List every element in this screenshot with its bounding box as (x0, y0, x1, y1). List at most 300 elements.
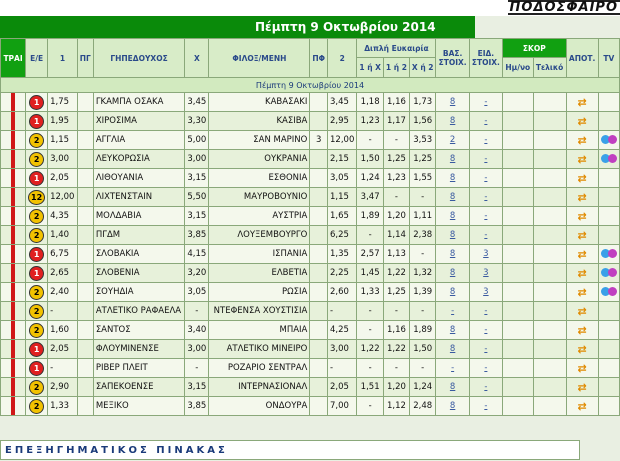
odds-x: - (185, 359, 209, 378)
stop-cell (1, 112, 26, 131)
double-x2: - (409, 245, 436, 264)
eid-link (469, 93, 502, 112)
odds-1: 2,90 (48, 378, 78, 397)
half-score (503, 112, 534, 131)
final-score (533, 321, 566, 340)
double-1x: 2,57 (357, 245, 384, 264)
home-team: ΛΙΘΟΥΑΝΙΑ (93, 169, 184, 188)
odds-x: 5,50 (185, 188, 209, 207)
bas-link[interactable]: 8 (449, 230, 456, 240)
odds-2: - (328, 359, 357, 378)
badge-cell (26, 359, 48, 378)
home-header: ΓΗΠΕΔΟΥΧΟΣ (93, 39, 184, 78)
apot-cell (566, 264, 598, 283)
eid-link[interactable]: - (484, 344, 488, 354)
home-team: ΣΟΥΗΔΙΑ (93, 283, 184, 302)
final-score (533, 264, 566, 283)
odds-1: 2,05 (48, 169, 78, 188)
odds-2: 1,65 (328, 207, 357, 226)
result-swap-icon[interactable]: ⇄ (577, 380, 587, 394)
eid-link[interactable]: - (484, 211, 488, 221)
apot-cell (566, 169, 598, 188)
odds-1: 3,00 (48, 150, 78, 169)
apot-cell (566, 188, 598, 207)
eid-link[interactable]: - (484, 154, 488, 164)
apot-cell (566, 283, 598, 302)
eid-link[interactable]: - (484, 325, 488, 335)
double-1x: - (357, 226, 384, 245)
bas-link (436, 226, 469, 245)
half-score (503, 131, 534, 150)
double-1x: - (357, 359, 384, 378)
apot-cell (566, 302, 598, 321)
home-team: ΑΓΓΛΙΑ (93, 131, 184, 150)
home-team: ΣΑΠΕΚΟΕΝΣΕ (93, 378, 184, 397)
result-swap-icon[interactable]: ⇄ (577, 133, 587, 147)
result-swap-icon[interactable]: ⇄ (577, 399, 587, 413)
pg-cell (77, 112, 93, 131)
away-team: ΜΠΑΙΑ (209, 321, 310, 340)
code-badge: 2 (29, 228, 44, 243)
result-swap-icon[interactable]: ⇄ (577, 247, 587, 261)
code-badge: 1 (29, 171, 44, 186)
home-team: ΦΛΟΥΜΙΝΕΝΣΕ (93, 340, 184, 359)
result-swap-icon[interactable]: ⇄ (577, 304, 587, 318)
stop-header: ΤΡΑΙ (1, 39, 26, 78)
eid-link[interactable]: - (484, 135, 488, 145)
odds-x: 3,30 (185, 112, 209, 131)
badge-cell (26, 245, 48, 264)
result-swap-icon[interactable]: ⇄ (577, 285, 587, 299)
home-team: ΛΙΧΤΕΝΣΤΑΙΝ (93, 188, 184, 207)
result-swap-icon[interactable]: ⇄ (577, 171, 587, 185)
odds-1: 2,40 (48, 283, 78, 302)
bas-link[interactable]: 8 (449, 382, 456, 392)
bas-link (436, 131, 469, 150)
double-x2: 1,24 (409, 378, 436, 397)
brand-logo (460, 0, 620, 16)
away-team: ΜΑΥΡΟΒΟΥΝΙΟ (209, 188, 310, 207)
half-score (503, 397, 534, 416)
apot-cell (566, 131, 598, 150)
double-x2: - (409, 359, 436, 378)
code-badge: 1 (29, 266, 44, 281)
eid-link[interactable]: - (484, 401, 488, 411)
double-12: 1,20 (383, 207, 409, 226)
two-header: 2 (328, 39, 357, 78)
badge-cell (26, 226, 48, 245)
odds-x: 3,15 (185, 378, 209, 397)
half-score (503, 321, 534, 340)
half-score (503, 245, 534, 264)
double-x2: 1,11 (409, 207, 436, 226)
odds-2: 3,00 (328, 340, 357, 359)
odds-x: 3,85 (185, 397, 209, 416)
stop-cell (1, 226, 26, 245)
double-x2: 2,48 (409, 397, 436, 416)
eid-link (469, 245, 502, 264)
double-1x: 1,24 (357, 169, 384, 188)
bas-link[interactable]: 8 (449, 211, 456, 221)
double-1x: 1,18 (357, 93, 384, 112)
bas-link[interactable]: 2 (449, 135, 456, 145)
away-team: ΙΣΠΑΝΙΑ (209, 245, 310, 264)
pg-cell (77, 207, 93, 226)
double-12: 1,22 (383, 264, 409, 283)
odds-1: 1,60 (48, 321, 78, 340)
stop-cell (1, 131, 26, 150)
result-swap-icon[interactable]: ⇄ (577, 114, 587, 128)
final-score (533, 207, 566, 226)
odds-x: 4,15 (185, 245, 209, 264)
result-swap-icon[interactable]: ⇄ (577, 323, 587, 337)
away-team: ΑΤΛΕΤΙΚΟ ΜΙΝΕΙΡΟ (209, 340, 310, 359)
odds-1: 12,00 (48, 188, 78, 207)
double-x2: 1,25 (409, 150, 436, 169)
code-badge: 1 (29, 342, 44, 357)
result-swap-icon[interactable]: ⇄ (577, 152, 587, 166)
apot-cell (566, 150, 598, 169)
double-x2: 3,53 (409, 131, 436, 150)
result-swap-icon[interactable]: ⇄ (577, 95, 587, 109)
final-score (533, 169, 566, 188)
double-12: - (383, 302, 409, 321)
stop-marker (11, 397, 15, 415)
bas-link[interactable]: 8 (449, 173, 456, 183)
pg-cell (77, 245, 93, 264)
double-1x: - (357, 321, 384, 340)
half-score (503, 378, 534, 397)
stop-cell (1, 245, 26, 264)
result-swap-icon[interactable]: ⇄ (577, 228, 587, 242)
odds-2: 1,15 (328, 188, 357, 207)
odds-x: 5,00 (185, 131, 209, 150)
result-swap-icon[interactable]: ⇄ (577, 266, 587, 280)
pf-cell (310, 169, 328, 188)
double-x2: 1,50 (409, 340, 436, 359)
double-12: 1,12 (383, 397, 409, 416)
odds-2: 2,05 (328, 378, 357, 397)
bas-link[interactable]: 8 (449, 344, 456, 354)
odds-x: 3,85 (185, 226, 209, 245)
tv-cell (598, 93, 619, 112)
stop-marker (11, 302, 15, 320)
final-score (533, 340, 566, 359)
odds-x: 3,15 (185, 169, 209, 188)
double-12: 1,23 (383, 169, 409, 188)
eid-link (469, 226, 502, 245)
eid-link[interactable]: - (484, 363, 488, 373)
stop-marker (11, 131, 15, 149)
d1x-header: 1 ή Χ (357, 58, 384, 78)
apot-cell (566, 378, 598, 397)
badge-cell (26, 93, 48, 112)
pg-cell (77, 264, 93, 283)
double-12: 1,16 (383, 93, 409, 112)
double-1x: 1,45 (357, 264, 384, 283)
dx2-header: Χ ή 2 (409, 58, 436, 78)
odds-1: 1,95 (48, 112, 78, 131)
stop-marker (11, 188, 15, 206)
bas-link (436, 340, 469, 359)
bas-link[interactable]: - (451, 306, 455, 316)
half-score (503, 359, 534, 378)
double-12: - (383, 359, 409, 378)
pf-cell (310, 207, 328, 226)
bas-link[interactable]: 8 (449, 97, 456, 107)
eid-link[interactable]: 3 (483, 249, 489, 259)
bas-link (436, 264, 469, 283)
badge-cell (26, 397, 48, 416)
code-badge: 2 (29, 323, 44, 338)
badge-cell (26, 283, 48, 302)
odds-2: 4,25 (328, 321, 357, 340)
eid-link[interactable]: - (484, 97, 488, 107)
tv-channel-icon (608, 154, 617, 163)
eid-link[interactable]: - (484, 116, 488, 126)
stop-marker (11, 321, 15, 339)
stop-marker (11, 340, 15, 358)
table-row (1, 378, 620, 397)
half-score (503, 283, 534, 302)
pg-cell (77, 340, 93, 359)
bas-link[interactable]: 8 (449, 401, 456, 411)
bas-link (436, 378, 469, 397)
eid-link (469, 112, 502, 131)
bas-link (436, 359, 469, 378)
code-badge: 2 (29, 285, 44, 300)
pg-cell (77, 93, 93, 112)
final-score (533, 378, 566, 397)
home-team: ΑΤΛΕΤΙΚΟ ΡΑΦΑΕΛΑ (93, 302, 184, 321)
away-header: ΦΙΛΟΞ/ΜΕΝΗ (209, 39, 310, 78)
pf-header: ΠΦ (310, 39, 328, 78)
code-badge: 12 (28, 190, 45, 205)
double-x2: - (409, 302, 436, 321)
double-12: 1,22 (383, 340, 409, 359)
bas-link[interactable]: 8 (449, 154, 456, 164)
d12-header: 1 ή 2 (383, 58, 409, 78)
double-12: 1,25 (383, 283, 409, 302)
bas-link (436, 150, 469, 169)
tv-channel-icon (608, 135, 617, 144)
double-1x: - (357, 397, 384, 416)
badge-cell (26, 302, 48, 321)
pf-cell (310, 321, 328, 340)
odds-2: 2,60 (328, 283, 357, 302)
stop-cell (1, 302, 26, 321)
eid-link[interactable]: - (484, 192, 488, 202)
badge-cell (26, 188, 48, 207)
x-header: Χ (185, 39, 209, 78)
tv-channel-icon (608, 268, 617, 277)
code-badge: 2 (29, 152, 44, 167)
badge-cell (26, 131, 48, 150)
odds-1: 6,75 (48, 245, 78, 264)
bas-link (436, 245, 469, 264)
final-score (533, 150, 566, 169)
half-score (503, 93, 534, 112)
odds-1: 2,65 (48, 264, 78, 283)
odds-x: 3,00 (185, 340, 209, 359)
pg-cell (77, 169, 93, 188)
away-team: ΡΩΣΙΑ (209, 283, 310, 302)
pg-cell (77, 359, 93, 378)
code-badge: 2 (29, 380, 44, 395)
odds-x: 3,15 (185, 207, 209, 226)
tv-cell (598, 169, 619, 188)
final-score (533, 112, 566, 131)
double-12: - (383, 131, 409, 150)
bas-link (436, 169, 469, 188)
pg-cell (77, 188, 93, 207)
result-swap-icon[interactable]: ⇄ (577, 190, 587, 204)
odds-2: 7,00 (328, 397, 357, 416)
eid-header: ΕΙΔ. ΣΤΟΙΧ. (469, 39, 502, 78)
half-score (503, 340, 534, 359)
apot-cell (566, 359, 598, 378)
pg-cell (77, 131, 93, 150)
table-row (1, 112, 620, 131)
stop-marker (11, 93, 15, 111)
eid-link[interactable]: - (484, 382, 488, 392)
stop-marker (11, 226, 15, 244)
home-team: ΣΛΟΒΑΚΙΑ (93, 245, 184, 264)
away-team: ΕΛΒΕΤΙΑ (209, 264, 310, 283)
bas-link[interactable]: 8 (449, 249, 456, 259)
table-row (1, 93, 620, 112)
final-score (533, 188, 566, 207)
apot-cell (566, 112, 598, 131)
bas-link[interactable]: 8 (449, 325, 456, 335)
odds-1: 1,33 (48, 397, 78, 416)
home-team: ΠΓΔΜ (93, 226, 184, 245)
code-badge: 1 (29, 247, 44, 262)
bas-link (436, 188, 469, 207)
stop-marker (11, 169, 15, 187)
half-score (503, 264, 534, 283)
stop-marker (11, 207, 15, 225)
date-header (0, 16, 475, 38)
final-score (533, 226, 566, 245)
bas-link[interactable]: 8 (449, 116, 456, 126)
odds-2: 6,25 (328, 226, 357, 245)
code-badge: 1 (29, 95, 44, 110)
double-1x: 1,51 (357, 378, 384, 397)
double-x2: 1,39 (409, 283, 436, 302)
odds-1: 1,15 (48, 131, 78, 150)
table-row (1, 359, 620, 378)
bas-link[interactable]: 8 (449, 192, 456, 202)
odds-2: 3,45 (328, 93, 357, 112)
eid-link[interactable]: - (484, 306, 488, 316)
final-score (533, 302, 566, 321)
eid-link (469, 302, 502, 321)
stop-cell (1, 188, 26, 207)
table-row (1, 150, 620, 169)
eid-link[interactable]: - (484, 173, 488, 183)
double-1x: 1,22 (357, 340, 384, 359)
tv-channel-icon (608, 249, 617, 258)
half-score (503, 150, 534, 169)
ee-header: Ε/Ε (26, 39, 48, 78)
tv-cell (598, 131, 619, 150)
stop-cell (1, 340, 26, 359)
pg-cell (77, 150, 93, 169)
double-1x: - (357, 302, 384, 321)
eid-link[interactable]: 3 (483, 287, 489, 297)
eid-link[interactable]: - (484, 230, 488, 240)
away-team: ΙΝΤΕΡΝΑΣΙΟΝΑΛ (209, 378, 310, 397)
tv-cell (598, 302, 619, 321)
odds-1: - (48, 302, 78, 321)
eid-link (469, 378, 502, 397)
odds-2: 2,95 (328, 112, 357, 131)
badge-cell (26, 340, 48, 359)
badge-cell (26, 112, 48, 131)
double-x2: 1,56 (409, 112, 436, 131)
pg-cell (77, 226, 93, 245)
home-team: ΡΙΒΕΡ ΠΛΕΙΤ (93, 359, 184, 378)
pg-cell (77, 302, 93, 321)
table-row (1, 321, 620, 340)
final-score (533, 283, 566, 302)
bas-link[interactable]: - (451, 363, 455, 373)
result-swap-icon[interactable]: ⇄ (577, 361, 587, 375)
home-team: ΜΟΛΔΑΒΙΑ (93, 207, 184, 226)
odds-1: 1,75 (48, 93, 78, 112)
odds-x: - (185, 302, 209, 321)
double-1x: 1,33 (357, 283, 384, 302)
pf-cell: 3 (310, 131, 328, 150)
away-team: ΕΣΘΟΝΙΑ (209, 169, 310, 188)
stop-marker (11, 378, 15, 396)
odds-x: 3,20 (185, 264, 209, 283)
apot-cell (566, 340, 598, 359)
tv-cell (598, 112, 619, 131)
pf-cell (310, 283, 328, 302)
home-team: ΜΕΞΙΚΟ (93, 397, 184, 416)
stop-cell (1, 207, 26, 226)
pg-cell (77, 378, 93, 397)
result-swap-icon[interactable]: ⇄ (577, 209, 587, 223)
tv-cell (598, 207, 619, 226)
result-swap-icon[interactable]: ⇄ (577, 342, 587, 356)
odds-1: 4,35 (48, 207, 78, 226)
eid-link[interactable]: 3 (483, 268, 489, 278)
bas-link (436, 397, 469, 416)
bas-header: ΒΑΣ. ΣΤΟΙΧ. (436, 39, 469, 78)
apot-cell (566, 207, 598, 226)
double-x2: 1,73 (409, 93, 436, 112)
double-12: - (383, 188, 409, 207)
odds-2: 3,05 (328, 169, 357, 188)
home-team: ΣΑΝΤΟΣ (93, 321, 184, 340)
table-row (1, 207, 620, 226)
table-row (1, 340, 620, 359)
bas-link[interactable]: 8 (449, 268, 456, 278)
table-row (1, 226, 620, 245)
code-badge: 2 (29, 399, 44, 414)
half-header: Ημ/νο (503, 58, 534, 78)
tv-cell (598, 321, 619, 340)
pg-cell (77, 397, 93, 416)
odds-2: 2,25 (328, 264, 357, 283)
stop-marker (11, 112, 15, 130)
badge-cell (26, 321, 48, 340)
away-team: ΚΑΒΑΣΑΚΙ (209, 93, 310, 112)
bas-link[interactable]: 8 (449, 287, 456, 297)
